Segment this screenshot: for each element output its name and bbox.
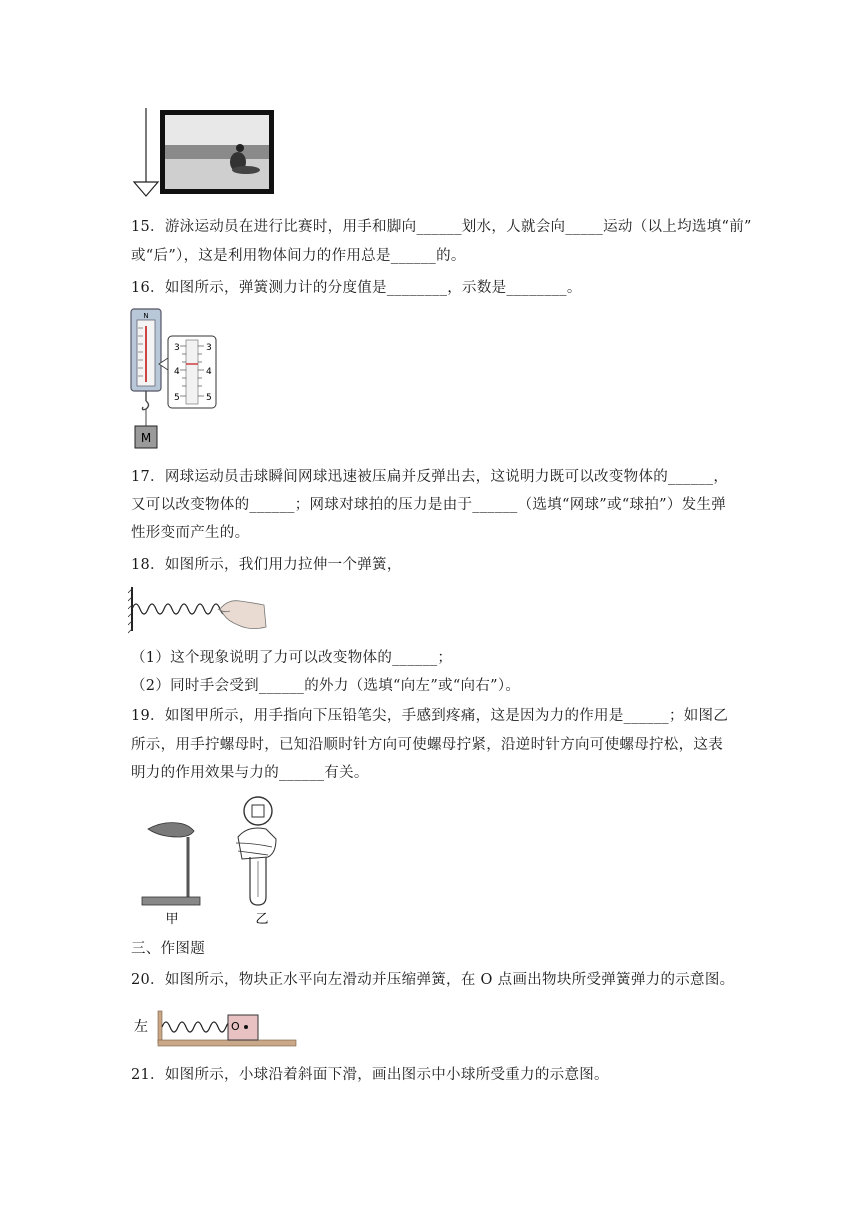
label-yi: 乙 xyxy=(255,912,269,927)
tick-5-right: 5 xyxy=(206,393,212,403)
q15-line1: 15．游泳运动员在进行比赛时，用手和脚向______划水，人就会向_____运动（以上均选填“前” xyxy=(131,219,752,235)
q15-line2: 或“后”），这是利用物体间力的作用总是______的。 xyxy=(131,248,466,264)
tick-3-right: 3 xyxy=(206,343,212,353)
figure-pendulum-photo xyxy=(128,106,278,198)
point-o-label: O xyxy=(231,1020,240,1033)
figure-spring-scale xyxy=(128,306,223,452)
q19-line2: 所示，用手拧螺母时，已知沿顺时针方向可使螺母拧紧，沿逆时针方向可使螺母拧松，这表 xyxy=(131,737,723,753)
q19-line3: 明力的作用效果与力的______有关。 xyxy=(131,765,369,781)
q18-sub1: （1）这个现象说明了力可以改变物体的______； xyxy=(131,650,453,666)
left-label: 左 xyxy=(134,1019,148,1035)
tick-4-right: 4 xyxy=(206,367,212,377)
mass-label: M xyxy=(140,431,152,445)
section-title: 三、作图题 xyxy=(131,941,205,957)
label-jia: 甲 xyxy=(165,912,179,927)
q17-line1: 17．网球运动员击球瞬间网球迅速被压扁并反弹出去，这说明力既可以改变物体的______， xyxy=(131,469,729,485)
q17-line3: 性形变而产生的。 xyxy=(131,525,250,541)
tick-5-left: 5 xyxy=(174,393,180,403)
q16-line1: 16．如图所示，弹簧测力计的分度值是________，示数是________。 xyxy=(131,280,582,296)
q21-line1: 21．如图所示，小球沿着斜面下滑，画出图示中小球所受重力的示意图。 xyxy=(131,1067,609,1083)
q20-line1: 20．如图所示，物块正水平向左滑动并压缩弹簧，在 O 点画出物块所受弹簧弹力的示意图。 xyxy=(131,972,735,988)
tick-3-left: 3 xyxy=(174,343,180,353)
figure-pencil-wrench xyxy=(136,793,286,929)
point-o-dot xyxy=(244,1025,248,1029)
q19-line1: 19．如图甲所示，用手指向下压铅笔尖，手感到疼痛，这是因为力的作用是______；如图乙 xyxy=(131,708,729,724)
tick-4-left: 4 xyxy=(174,367,180,377)
figure-spring-hand xyxy=(128,583,268,635)
figure-block-spring xyxy=(134,1005,299,1049)
q17-line2: 又可以改变物体的______；网球对球拍的压力是由于______（选填“网球”或“球拍”）发生弹 xyxy=(131,497,727,513)
scale-unit-label: N xyxy=(143,312,149,320)
q18-line1: 18．如图所示，我们用力拉伸一个弹簧， xyxy=(131,557,402,573)
q18-sub2: （2）同时手会受到______的外力（选填“向左”或“向右”）。 xyxy=(131,678,521,694)
